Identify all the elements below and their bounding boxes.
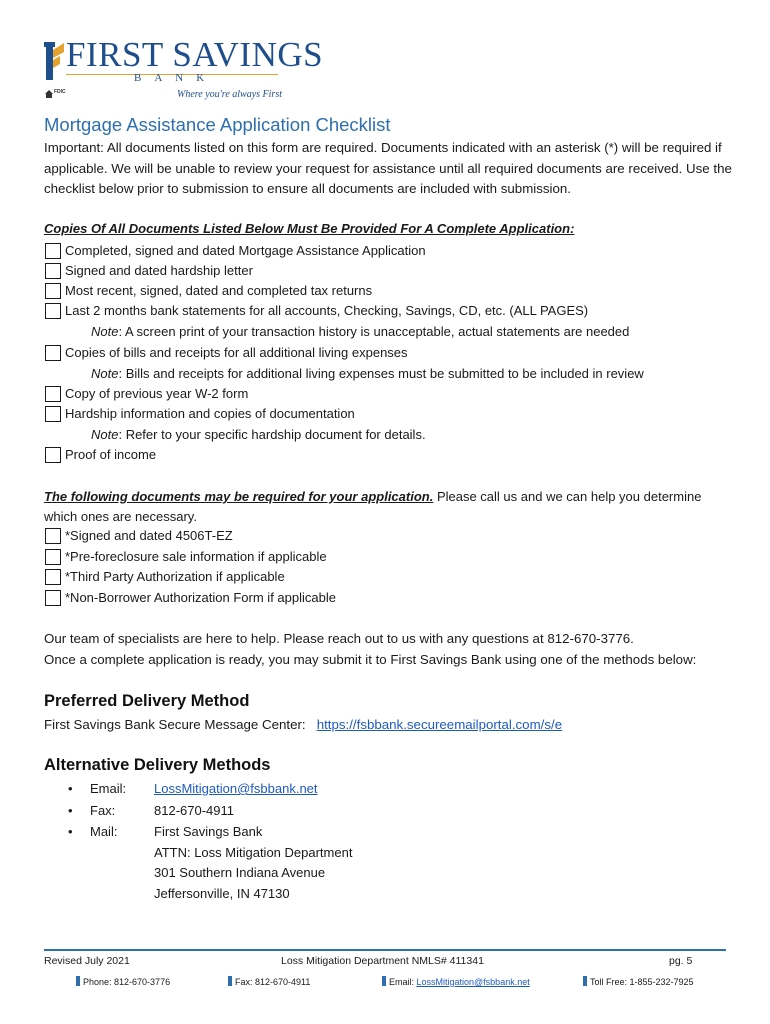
secure-portal-line: First Savings Bank Secure Message Center: https://fsbbank.secureemailportal.com/s/e xyxy=(44,717,563,732)
footer-fax: Fax: 812-670-4911 xyxy=(228,976,310,987)
bullet: • xyxy=(68,803,73,818)
submit-instructions: Once a complete application is ready, you may submit it to First Savings Bank using one of the methods below: xyxy=(44,652,697,667)
email-link[interactable]: LossMitigation@fsbbank.net xyxy=(154,781,318,796)
checkbox[interactable] xyxy=(45,345,61,361)
page-number: pg. 5 xyxy=(669,955,693,967)
checkbox[interactable] xyxy=(45,590,61,606)
fdic-label: FDIC xyxy=(54,89,66,95)
checkbox[interactable] xyxy=(45,549,61,565)
fax-number: 812-670-4911 xyxy=(154,803,234,818)
bullet: • xyxy=(68,781,73,796)
optional-intro: The following documents may be required for your application. Please call us and we can help you determine which ones are necessary. xyxy=(44,489,702,524)
optional-heading: The following documents may be required for your application. xyxy=(44,489,434,504)
checklist-note: Note: A screen print of your transaction history is unacceptable, actual statements are needed xyxy=(91,324,630,339)
checkbox[interactable] xyxy=(45,283,61,299)
fax-icon xyxy=(228,976,232,986)
footer-email-link[interactable]: LossMitigation@fsbbank.net xyxy=(416,977,530,987)
checklist-item[interactable]: Signed and dated hardship letter xyxy=(45,262,253,280)
checkbox[interactable] xyxy=(45,263,61,279)
checklist-item[interactable]: Most recent, signed, dated and completed tax returns xyxy=(45,282,372,300)
checklist-item[interactable]: *Non-Borrower Authorization Form if applicable xyxy=(45,589,336,607)
preferred-delivery-heading: Preferred Delivery Method xyxy=(44,692,250,710)
checkbox[interactable] xyxy=(45,447,61,463)
checklist-item[interactable]: Last 2 months bank statements for all accounts, Checking, Savings, CD, etc. (ALL PAGES) xyxy=(45,302,588,320)
secure-portal-link[interactable]: https://fsbbank.secureemailportal.com/s/e xyxy=(316,717,563,732)
bank-word: BANK xyxy=(134,72,218,84)
bank-name: FIRST SAVINGS xyxy=(66,35,324,74)
checklist-item[interactable]: Copy of previous year W-2 form xyxy=(45,385,248,403)
bank-tagline: Where you're always First xyxy=(177,89,282,100)
bullet: • xyxy=(68,824,73,839)
footer-tollfree: Toll Free: 1-855-232-7925 xyxy=(583,976,694,987)
phone-icon xyxy=(583,976,587,986)
mail-address-line: First Savings Bank xyxy=(154,824,263,839)
fax-label: Fax: xyxy=(90,803,116,818)
checklist-item[interactable]: Copies of bills and receipts for all additional living expenses xyxy=(45,344,408,362)
alternative-delivery-heading: Alternative Delivery Methods xyxy=(44,756,271,774)
revised-date: Revised July 2021 xyxy=(44,955,130,967)
email-label: Email: xyxy=(90,781,127,796)
checkbox[interactable] xyxy=(45,406,61,422)
mail-address-line: 301 Southern Indiana Avenue xyxy=(154,865,326,880)
checklist-item[interactable]: Completed, signed and dated Mortgage Assistance Application xyxy=(45,242,426,260)
footer-email: Email: LossMitigation@fsbbank.net xyxy=(382,976,530,987)
mail-address-line: Jeffersonville, IN 47130 xyxy=(154,886,290,901)
intro-paragraph: Important: All documents listed on this form are required. Documents indicated with an asterisk (*) will be required if applicable. We will be unable to review your request for assistance until all required documents are received. Use the checklist below prior to submission to ensure all documents are included with submission. xyxy=(44,140,732,196)
footer-divider xyxy=(44,949,726,951)
checklist-note: Note: Bills and receipts for additional living expenses must be submitted to be included in review xyxy=(91,366,644,381)
required-heading: Copies Of All Documents Listed Below Must Be Provided For A Complete Application: xyxy=(44,221,575,236)
phone-icon xyxy=(76,976,80,986)
checkbox[interactable] xyxy=(45,243,61,259)
checkbox[interactable] xyxy=(45,386,61,402)
checklist-item[interactable]: Hardship information and copies of documentation xyxy=(45,405,355,423)
mail-label: Mail: xyxy=(90,824,118,839)
checkbox[interactable] xyxy=(45,303,61,319)
checklist-item[interactable]: Proof of income xyxy=(45,446,156,464)
bank-logo xyxy=(44,35,324,106)
checklist-item[interactable]: *Signed and dated 4506T-EZ xyxy=(45,527,233,545)
checklist-item[interactable]: *Third Party Authorization if applicable xyxy=(45,568,285,586)
mail-address-line: ATTN: Loss Mitigation Department xyxy=(154,845,353,860)
page-title: Mortgage Assistance Application Checklist xyxy=(44,114,391,135)
checkbox[interactable] xyxy=(45,528,61,544)
footer-phone: Phone: 812-670-3776 xyxy=(76,976,170,987)
checklist-note: Note: Refer to your specific hardship document for details. xyxy=(91,427,426,442)
email-icon xyxy=(382,976,386,986)
checkbox[interactable] xyxy=(45,569,61,585)
checklist-item[interactable]: *Pre-foreclosure sale information if applicable xyxy=(45,548,327,566)
department-nmls: Loss Mitigation Department NMLS# 411341 xyxy=(281,955,484,967)
help-text: Our team of specialists are here to help. Please reach out to us with any questions at 812-670-3776. xyxy=(44,631,634,646)
